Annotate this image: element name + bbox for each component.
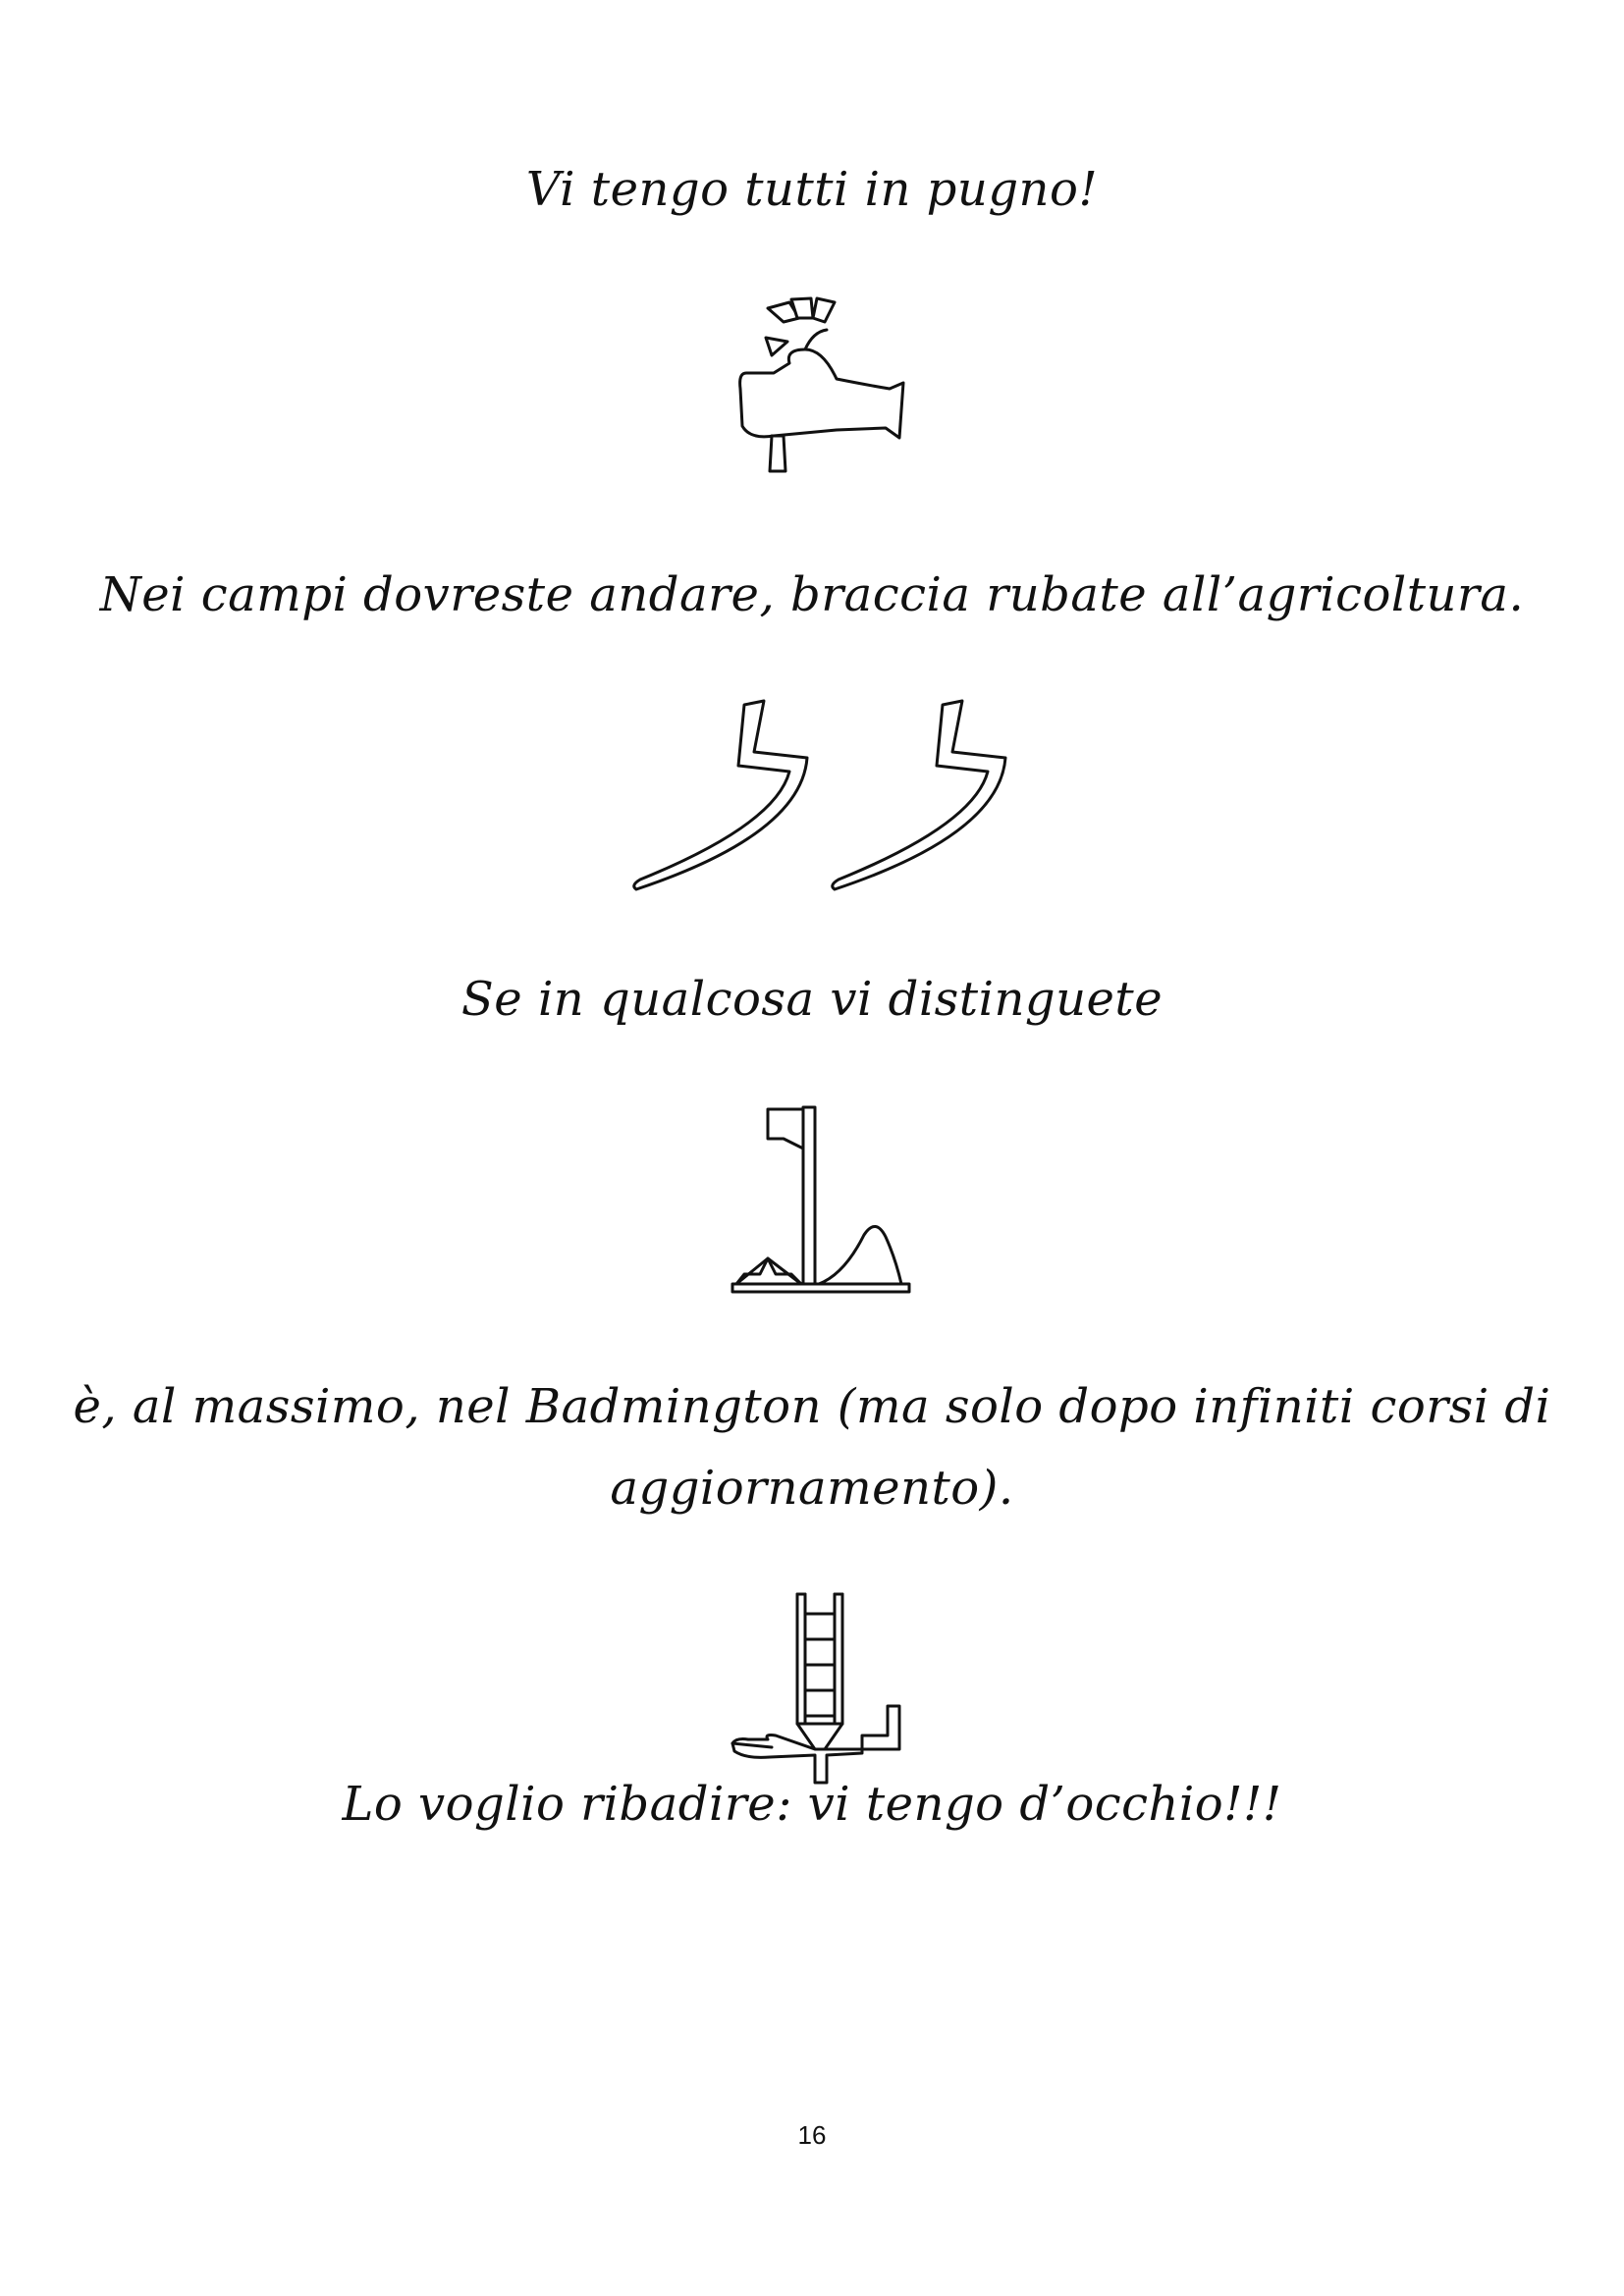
text-line-5: aggiornamento). <box>610 1461 1014 1516</box>
text-line-1: Vi tengo tutti in pugno! <box>525 162 1099 217</box>
sickle-hieroglyph-icon <box>628 697 825 893</box>
text-line-6: Lo voglio ribadire: vi tengo d’occhio!!! <box>342 1777 1282 1832</box>
text-line-3: Se in qualcosa vi distinguete <box>460 972 1164 1027</box>
sickle-hieroglyph-icon <box>827 697 1023 893</box>
ladder-and-hand-hieroglyph-icon <box>725 1590 911 1787</box>
fist-holding-feathers-hieroglyph-icon <box>727 294 913 481</box>
flag-and-sand-hieroglyph-icon <box>729 1101 915 1298</box>
text-line-2: Nei campi dovreste andare, braccia rubate all’agricoltura. <box>99 567 1525 622</box>
page-number: 16 <box>797 2120 827 2150</box>
text-line-4: è, al massimo, nel Badmington (ma solo dopo infiniti corsi di <box>73 1379 1551 1434</box>
